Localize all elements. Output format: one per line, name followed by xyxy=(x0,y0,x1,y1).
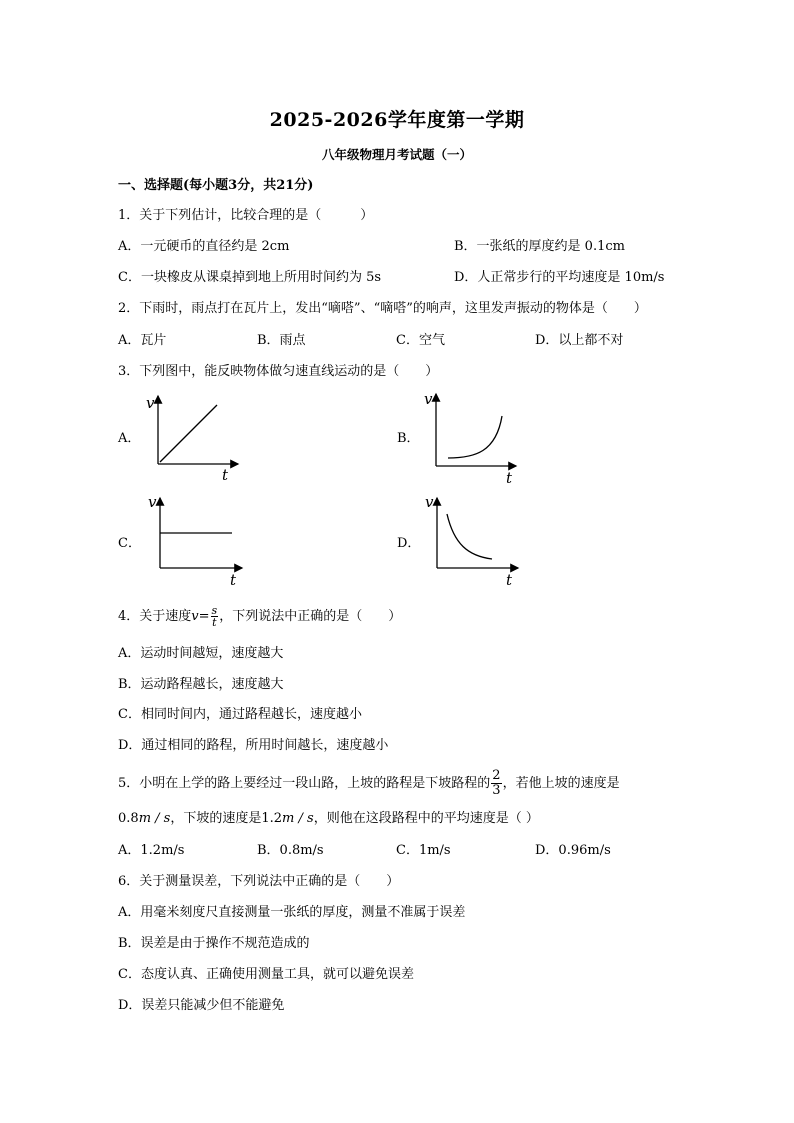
question-4-option-c: C．相同时间内，通过路程越长，速度越小 xyxy=(118,707,362,722)
graph-c-t-label: t xyxy=(230,571,237,589)
question-5-line-1-after: ，若他上坡的速度是 xyxy=(502,776,620,791)
page-subtitle: 八年级物理月考试题（一） xyxy=(321,147,472,162)
question-3-stem: 3．下列图中，能反映物体做匀速直线运动的是（ ） xyxy=(118,364,439,379)
question-4-formula-denominator: t xyxy=(212,616,217,629)
question-5-option-b: B．0.8m/s xyxy=(257,843,324,858)
question-5-speed-1-unit: m / s xyxy=(138,811,171,826)
graph-b-v-label: v xyxy=(424,390,433,408)
graph-b-t-label: t xyxy=(506,469,513,487)
question-6-option-d: D．误差只能减少但不能避免 xyxy=(118,998,285,1013)
graph-d-curve xyxy=(447,514,492,559)
question-5-fraction-denominator: 3 xyxy=(492,783,501,798)
question-3-option-b-label: B． xyxy=(397,431,420,446)
question-3-option-c-label: C． xyxy=(118,536,141,551)
question-1-option-b: B．一张纸的厚度约是 0.1cm xyxy=(454,239,625,254)
question-5-speed-2-value: 1.2 xyxy=(261,811,283,826)
question-2-stem: 2．下雨时，雨点打在瓦片上，发出“嘀嗒”、“嘀嗒”的响声，这里发声振动的物体是（ ） xyxy=(118,301,647,316)
question-5-fraction-numerator: 2 xyxy=(492,768,501,783)
graph-c xyxy=(142,492,254,588)
graph-a-v-label: v xyxy=(146,394,155,412)
graph-c-v-label: v xyxy=(148,493,157,511)
question-2-option-b: B．雨点 xyxy=(257,333,306,348)
question-5-line-2-after: ，则他在这段路程中的平均速度是（ ） xyxy=(313,811,539,826)
question-5-line-1-before: 5．小明在上学的路上要经过一段山路，上坡的路程是下坡路程的 xyxy=(118,776,491,791)
section-heading: 一、选择题(每小题3分，共21分) xyxy=(118,178,314,193)
question-5-speed-1-value: 0.8 xyxy=(118,811,139,826)
question-4-stem-before: 4．关于速度 xyxy=(118,609,192,624)
question-5-fraction xyxy=(491,769,501,798)
question-5-line-1 xyxy=(118,768,620,800)
question-4-option-b: B．运动路程越长，速度越大 xyxy=(118,677,284,692)
question-5-option-a: A．1.2m/s xyxy=(118,843,185,858)
graph-a-t-label: t xyxy=(222,466,229,484)
graph-b xyxy=(420,388,530,486)
question-5-option-d: D．0.96m/s xyxy=(535,843,611,858)
question-4-stem xyxy=(118,604,401,630)
question-6-option-a: A．用毫米刻度尺直接测量一张纸的厚度，测量不准属于误差 xyxy=(118,905,466,920)
question-6-stem: 6．关于测量误差，下列说法中正确的是（ ） xyxy=(118,874,400,889)
question-1-option-d: D．人正常步行的平均速度是 10m/s xyxy=(454,270,665,285)
question-4-formula-lhs: v= xyxy=(191,609,210,624)
graph-d-t-label: t xyxy=(506,571,513,589)
graph-d-v-label: v xyxy=(425,493,434,511)
question-4-option-d: D．通过相同的路程，所用时间越长，速度越小 xyxy=(118,738,389,753)
question-4-formula xyxy=(211,605,219,628)
question-3-option-a-label: A． xyxy=(118,431,141,446)
question-4-formula-numerator: s xyxy=(211,604,218,617)
question-4-option-a: A．运动时间越短，速度越大 xyxy=(118,646,284,661)
page-title: 2025-2026学年度第一学期 xyxy=(269,109,525,131)
graph-b-curve xyxy=(448,416,502,458)
question-5-speed-2-unit: m / s xyxy=(282,811,314,826)
question-1-stem: 1．关于下列估计，比较合理的是（ ） xyxy=(118,208,374,223)
question-2-option-d: D．以上都不对 xyxy=(535,333,624,348)
question-5-line-2 xyxy=(118,810,539,828)
question-6-option-c: C．态度认真、正确使用测量工具，就可以避免误差 xyxy=(118,967,414,982)
graph-d xyxy=(420,492,530,588)
graph-a-curve xyxy=(160,405,217,462)
question-6-option-b: B．误差是由于操作不规范造成的 xyxy=(118,936,310,951)
question-1-option-a: A．一元硬币的直径约是 2cm xyxy=(118,239,290,254)
question-2-option-c: C．空气 xyxy=(396,333,445,348)
question-3-option-d-label: D． xyxy=(397,536,421,551)
graph-a xyxy=(140,392,250,484)
question-5-line-2-mid: ，下坡的速度是 xyxy=(170,811,262,826)
question-2-option-a: A．瓦片 xyxy=(118,333,167,348)
question-5-option-c: C．1m/s xyxy=(396,843,451,858)
question-1-option-c: C．一块橡皮从课桌掉到地上所用时间约为 5s xyxy=(118,270,382,285)
question-4-stem-after: ，下列说法中正确的是（ ） xyxy=(219,609,402,624)
